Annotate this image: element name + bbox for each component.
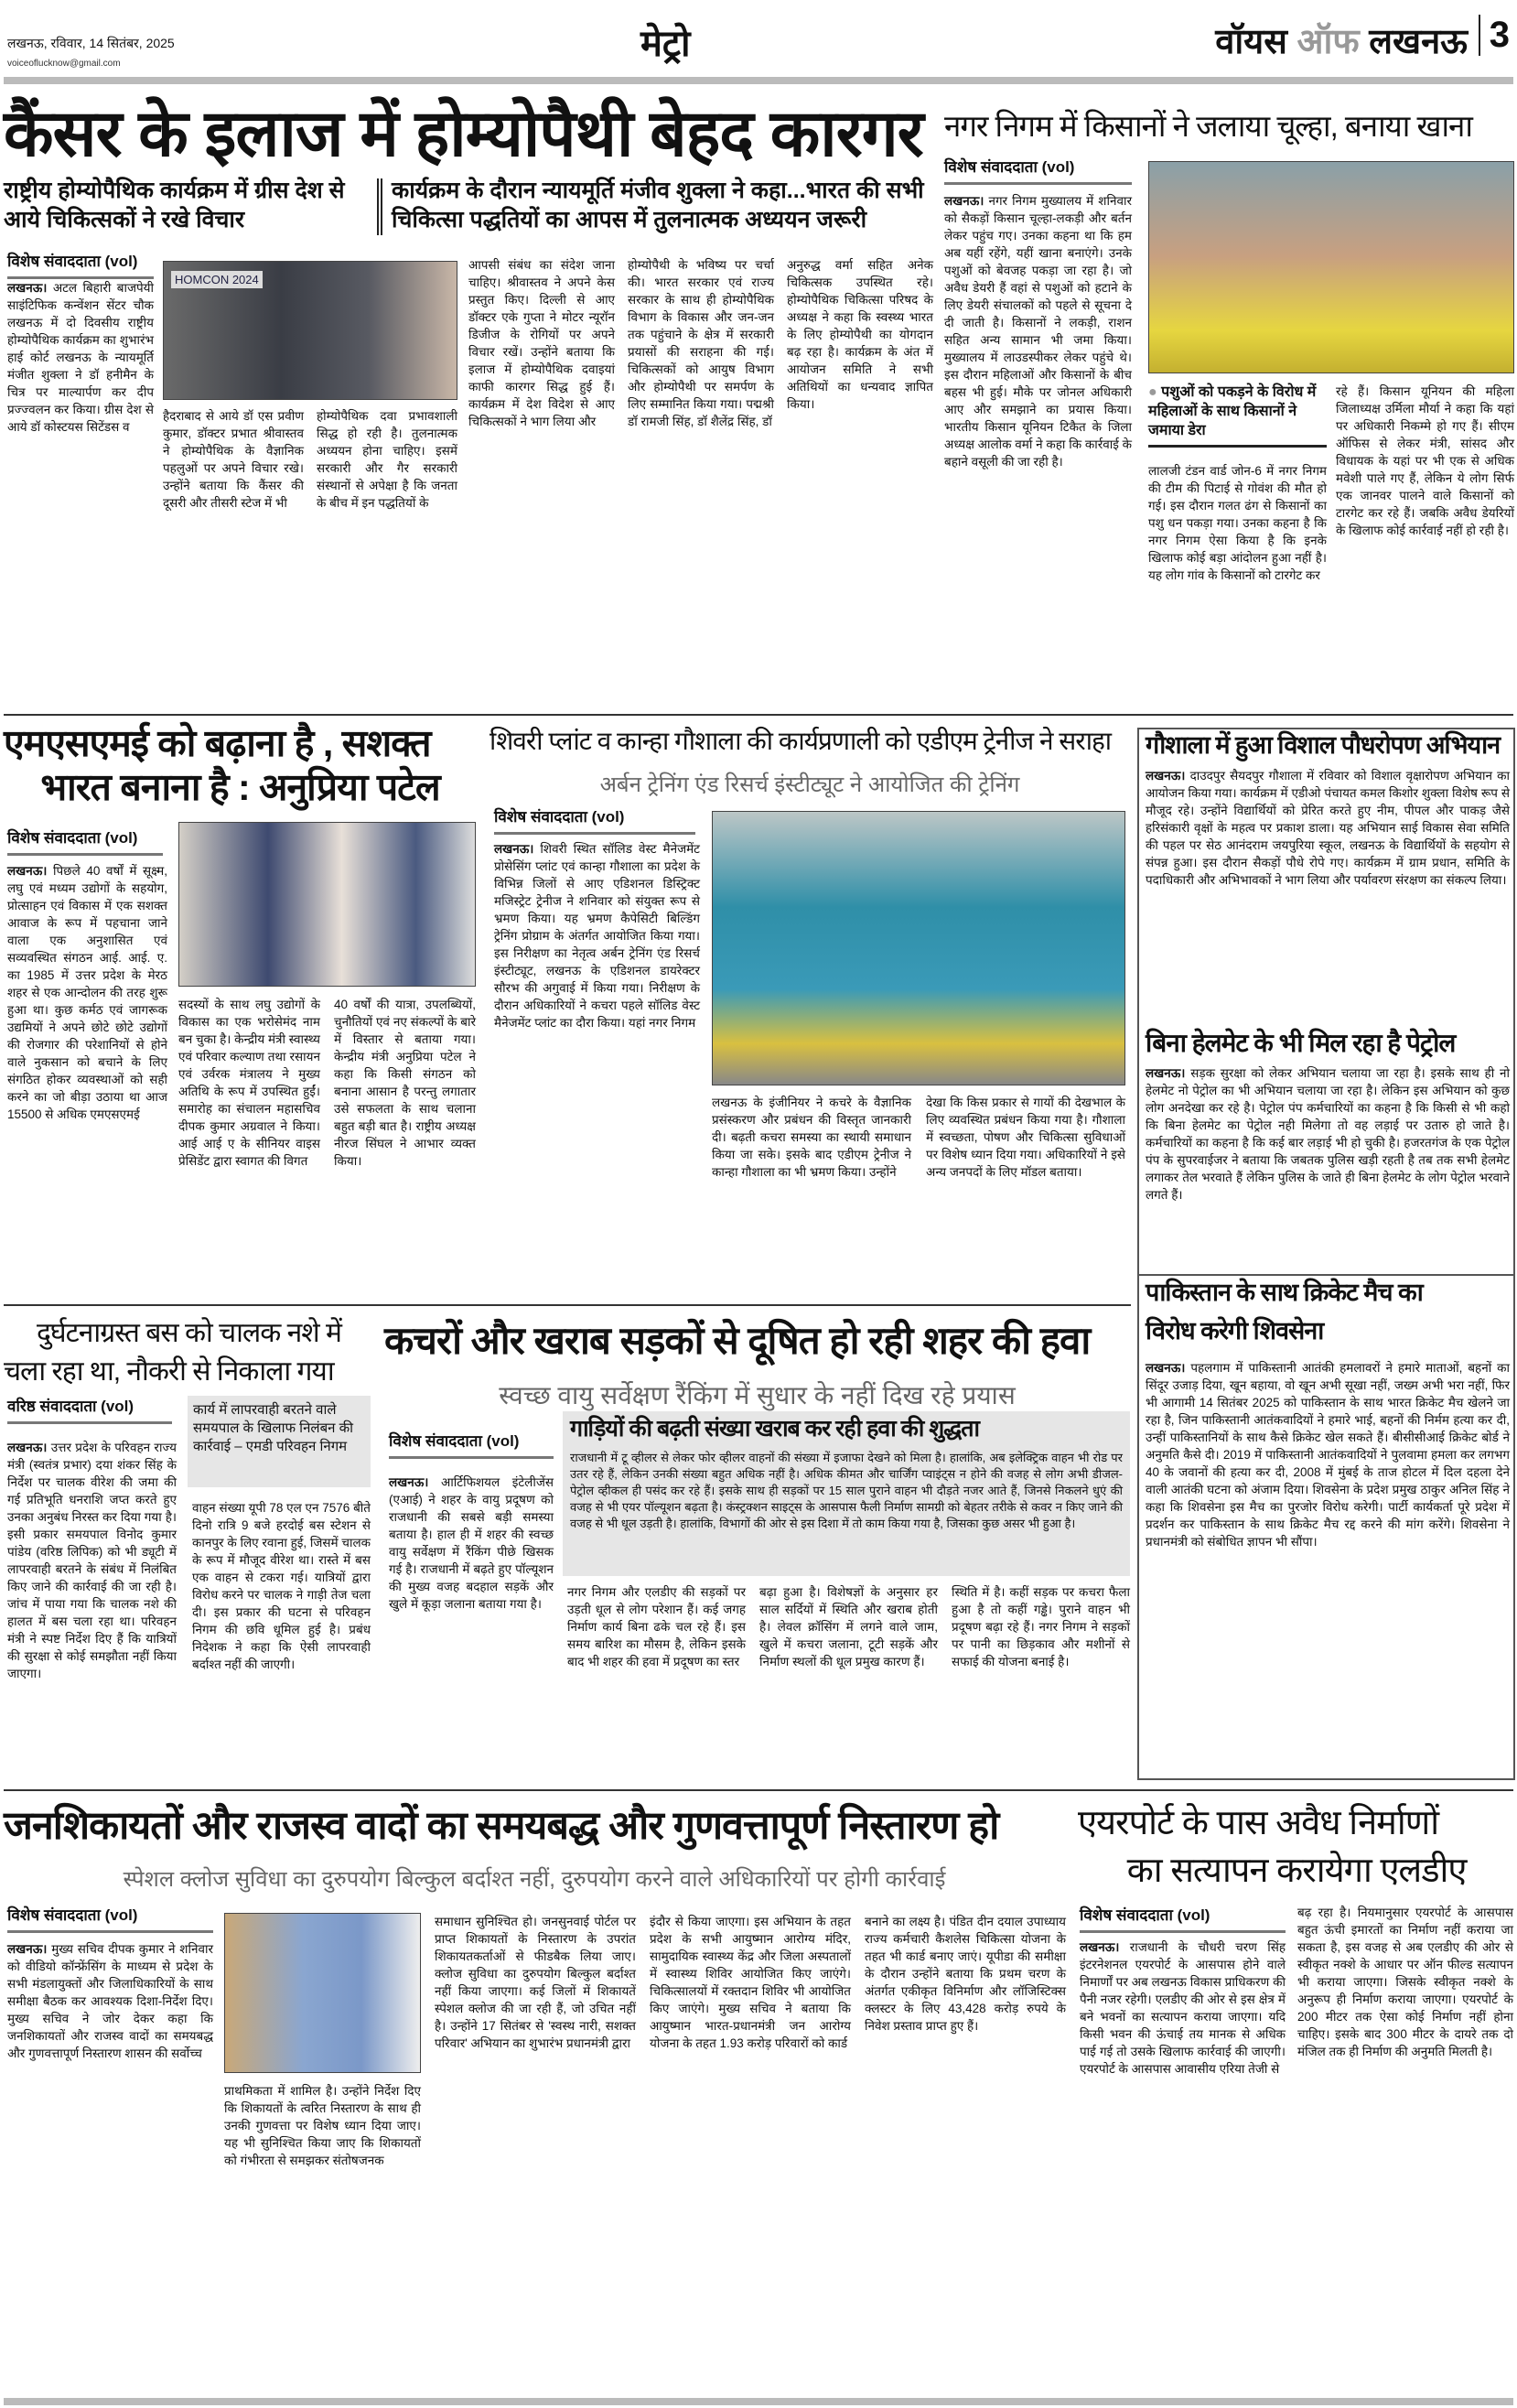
air-headline: कचरों और खराब सड़कों से दूषित हो रही शहर की हवा: [384, 1319, 1091, 1362]
grievance-body-col3: [435, 1913, 636, 2052]
air-body-col2: [567, 1583, 746, 1670]
msme-headline-2: भारत बनाना है : अनुप्रिया पटेल: [40, 766, 440, 808]
air-body-col4: [952, 1583, 1130, 1670]
homeopathy-body-col2: [163, 407, 304, 512]
article-text: सड़क सुरक्षा को लेकर अभियान चलाया जा रहा है। इसके साथ ही नो हेलमेट नो पेट्रोल का भी अभियान चलाया जा रहा है। लेकिन इस अभियान को कुछ लोग अनदेखा कर रहे है। पेट्रोल पंप कर्मचारियों का कहना है कि किसी से भी कहो कि बिना हेलमेट का पेट्रोल नही मिलेगा तो वह लड़ाई पर उतारु हो जाते है। कर्मचारियों का कहना है कि कई बार लड़ाई भी हो चुकी है। हजरतगंज के एक पेट्रोल पंप के सुपरवाईजर ने बताया कि जबतक पुलिस खड़ी रहती है तब तक सभी हेलमेट लगाकर तेल भरवाते हैं लेकिन पुलिस के जाते ही बिना हेलमेट के लोग पेट्रोल भरवाने लगते हैं।: [1146, 1066, 1510, 1202]
masthead-email: voiceoflucknow@gmail.com: [7, 59, 121, 69]
airport-body-col2: [1297, 1904, 1513, 2060]
air-body-col1: [389, 1474, 554, 1613]
pakistan-headline-1: पाकिस्तान के साथ क्रिकेट मैच का: [1146, 1279, 1423, 1306]
article-text-continued: इंदौर से किया जाएगा। इस अभियान के तहत प्रदेश के सभी आयुष्मान आरोग्य मंदिर, सामुदायिक स्वास्थ्य केंद्र और जिला अस्पतालों में स्वास्थ्य शिविर आयोजित किए जाएंगे। चिकित्सालयों में रक्तदान शिविर भी आयोजित किए जाएंगे। मुख्य सचिव ने बताया कि आयुष्मान भारत-प्रधानमंत्री जन आरोग्य योजना के तहत 1.93 करोड़ परिवारों को कार्ड: [650, 1915, 851, 2050]
farmers-photo: [1148, 161, 1514, 373]
pakistan-headline-2: विरोध करेगी शिवसेना: [1146, 1317, 1324, 1344]
article-text: शिवरी स्थित सॉलिड वेस्ट मैनेजमेंट प्रोसेसिंग प्लांट एवं कान्हा गौशाला का प्रदेश के विभिन्न जिलों से आए एडिशनल डिस्ट्रिक्ट मजिस्ट्रेट ट्रेनीज ने शनिवार को संयुक्त रूप से भ्रमण किया। यह भ्रमण कैपेसिटी बिल्डिंग ट्रेनिंग प्रोग्राम के अंतर्गत आयोजित किया गया। इस निरीक्षण का नेतृत्व अर्बन ट्रेनिंग एंड रिसर्च इंस्टीट्यूट, लखनऊ के एडिशनल डायरेक्टर सौरभ की अगुवाई में किया गया। निरीक्षण के दौरान अधिकारियों ने कचरा पहले सॉलिड वेस्ट मैनेजमेंट प्लांट का दौरा किया। यहां नगर निगम: [494, 842, 700, 1030]
farmers-body-col1: [944, 192, 1132, 470]
article-text-continued: हैदराबाद से आये डॉ एस प्रवीण कुमार, डॉक्टर प्रभात श्रीवास्तव ने होम्योपैथिक के वैज्ञानिक पहलुओं पर अपने विचार रखे। उन्होंने बताया कि कैंसर की दूसरी और तीसरी स्टेज में भी: [163, 409, 304, 510]
footer-rule: [4, 2398, 1513, 2405]
dateline: लखनऊ।: [1146, 769, 1186, 783]
homeopathy-sub-right: कार्यक्रम के दौरान न्यायमूर्ति मंजीव शुक्ला ने कहा...भारत की सभी चिकित्सा पद्धतियों का आपस में तुलनात्मक अध्ययन जरूरी: [392, 178, 924, 232]
row-divider: [4, 714, 1513, 716]
grievance-body-col2: [224, 2082, 421, 2169]
article-text-continued: 40 वर्षों की यात्रा, उपलब्धियों, चुनौतियों एवं नए संकल्पों के बारे में विस्तार से बताया गया। केन्द्रीय मंत्री अनुप्रिया पटेल ने कहा कि किसी संगठन को बनाना आसान है परन्तु लगातार उसे सफलता के साथ चलाना बहुत बड़ी बात है। राष्ट्रीय अध्यक्ष नीरज सिंघल ने आभार व्यक्त किया।: [334, 998, 476, 1168]
article-text: अटल बिहारी बाजपेयी साइंटिफिक कन्वेंशन सेंटर चौक लखनऊ में दो दिवसीय राष्ट्रीय होम्योपैथिक कार्यक्रम का शुभारंभ हाई कोर्ट लखनऊ के न्यायमूर्ति मंजीत शुक्ला ने डॉ हनीमैन के चित्र पर माल्यार्पण कर दीप प्रज्ज्वलन कर किया। ग्रीस देश से आये डॉ कोस्टयस सिटेंडस व: [7, 281, 154, 434]
byline: विशेष संवाददाता (vol): [389, 1430, 554, 1459]
bus-headline-1: दुर्घटनाग्रस्त बस को चालक नशे में: [37, 1318, 341, 1348]
dateline: लखनऊ।: [7, 864, 48, 878]
gaushala-body: [1146, 767, 1510, 889]
airport-headline-2: का सत्यापन करायेगा एलडीए: [1126, 1852, 1467, 1890]
article-text-continued: स्थिति में है। कहीं सड़क पर कचरा फैला हुआ है तो कहीं गड्ढे। पुराने वाहन भी प्रदूषण बढ़ा रहे हैं। नगर निगम ने सड़कों पर पानी का छिड़काव और मशीनों से सफाई की योजना बनाई है।: [952, 1585, 1130, 1668]
grievance-body-col4: [650, 1913, 851, 2052]
shivri-subheadline: अर्बन ट्रेनिंग एंड रिसर्च इंस्टीट्यूट ने आयोजित की ट्रेनिंग: [599, 772, 1020, 797]
byline: विशेष संवाददाता (vol): [7, 1904, 213, 1933]
bullet-icon: ●: [1148, 384, 1162, 400]
msme-headline-1: एमएसएमई को बढ़ाना है , सशक्त: [4, 722, 431, 764]
helmet-body: [1146, 1064, 1510, 1204]
grievance-subheadline: स्पेशल क्लोज सुविधा का दुरुपयोग बिल्कुल बर्दाश्त नहीं, दुरुपयोग करने वाले अधिकारियों पर होगी कार्रवाई: [123, 1867, 946, 1892]
article-text: आर्टिफिशयल इंटेलीजेंस (एआई) ने शहर के वायु प्रदूषण को राजधानी की सबसे बड़ी समस्या बताया है। हाल ही में शहर की स्वच्छ वायु सर्वेक्षण में रैंकिंग पीछे खिसक गई है। राजधानी में बढ़ते हुए पॉल्यूशन की मुख्य वजह बदहाल सड़कें और खुले में कूड़ा जलाना बताया गया है।: [389, 1475, 554, 1611]
dateline: लखनऊ।: [7, 1441, 48, 1454]
air-body-col3: [759, 1583, 938, 1670]
homeopathy-body-col6: [787, 256, 933, 413]
row-divider: [4, 1789, 1513, 1791]
vehicles-box-headline: गाड़ियों की बढ़ती संख्या खराब कर रही हवा की शुद्धता: [570, 1416, 979, 1442]
farmers-headline: नगर निगम में किसानों ने जलाया चूल्हा, बनाया खाना: [944, 109, 1472, 143]
masthead-date: लखनऊ, रविवार, 14 सितंबर, 2025: [7, 36, 175, 50]
byline: वरिष्ठ संवाददाता (vol): [7, 1395, 172, 1424]
dateline: लखनऊ।: [1080, 1940, 1120, 1954]
homeopathy-photo: [163, 261, 457, 400]
byline: विशेष संवाददाता (vol): [7, 826, 163, 856]
msme-photo: [178, 822, 476, 987]
article-text-continued: आपसी संबंध का संदेश जाना चाहिए। श्रीवास्तव ने अपने केस प्रस्तुत किए। दिल्ली से आए डॉक्टर एके गुप्ता ने मोटर न्यूरॉन डिजीज के रोगियों पर अपने विचार रखें। उन्होंने बताया कि इलाज में होम्योपैथिक दवाइयां काफी कारगर सिद्ध हुई हैं। कार्यक्रम में देश विदेश से आए चिकित्सकों ने भाग लिया और: [468, 258, 615, 428]
logo-word-1: वॉयस: [1215, 23, 1287, 61]
bus-body-col1: [7, 1439, 177, 1682]
bus-headline-2: चला रहा था, नौकरी से निकाला गया: [4, 1356, 334, 1387]
grievance-headline: जनशिकायतों और राजस्व वादों का समयबद्ध और गुणवत्तापूर्ण निस्तारण हो: [4, 1804, 999, 1848]
pakistan-body: [1146, 1359, 1510, 1550]
shivri-body-col2: [712, 1094, 911, 1181]
article-text: उत्तर प्रदेश के परिवहन राज्य मंत्री (स्वतंत्र प्रभार) दया शंकर सिंह के निर्देश पर चालक वीरेश की जमा की गई प्रतिभूति धनराशि जप्त करते हुए उनका अनुबंध निरस्त कर दिया गया है। इसी प्रकार समयपाल विनोद कुमार पांडेय (वरिष्ठ लिपिक) को भी ड्यूटी में लापरवाही बरतने के संबंध में निलंबित किए जाने की कार्रवाई की जा रही है। जांच में पाया गया कि चालक नशे की हालत में बस चला रहा था। परिवहन मंत्री ने स्पष्ट निर्देश दिए हैं कि यात्रियों की सुरक्षा से कोई समझौता नहीं किया जाएगा।: [7, 1441, 177, 1680]
vehicles-box-body: [570, 1450, 1123, 1532]
vehicles-box: [563, 1411, 1130, 1576]
chief-secretary-photo: [224, 1913, 421, 2073]
photo-banner-text: HOMCON 2024: [171, 271, 263, 288]
byline: विशेष संवाददाता (vol): [7, 250, 154, 279]
article-text: नगर निगम मुख्यालय में शनिवार को सैकड़ों किसान चूल्हा-लकड़ी और बर्तन लेकर पहुंच गए। उनका कहना था कि हम अब यहीं रहेंगे, यहीं खाना बनाएंगे। उनके पशुओं को बेवजह पकड़ा जा रहा है। जो अवैध डेयरी हैं वहां से पशुओं को हटाने के लिए डेयरी संचालकों को पहले से सूचना दे दी जाती है। किसानों ने लकड़ी, राशन सहित अन्य सामान भी जमा किया। मुख्यालय में लाउडस्पीकर लेकर पहुंचे थे। इस दौरान महिलाओं और किसानों के बीच बहस भी हुई। मौके पर जोनल अधिकारी आए और समझाने का प्रयास किया। भारतीय किसान यूनियन टिकैत के जिला अध्यक्ष आलोक वर्मा ने कहा कि कार्रवाई के बहाने वसूली की जा रही है।: [944, 194, 1132, 469]
homeopathy-headline: कैंसर के इलाज में होम्योपैथी बेहद कारगर: [4, 98, 923, 170]
homeopathy-sub-left: राष्ट्रीय होम्योपैथिक कार्यक्रम में ग्रीस देश से आये चिकित्सकों ने रखे विचार: [4, 178, 345, 232]
shivri-body-col3: [926, 1094, 1125, 1181]
airport-headline-1: एयरपोर्ट के पास अवैध निर्माणों: [1078, 1804, 1439, 1842]
farmers-photo-caption: [1148, 383, 1327, 448]
dateline: लखनऊ।: [7, 281, 48, 295]
homeopathy-body-col1: [7, 279, 154, 436]
article-text: पिछले 40 वर्षों में सूक्ष्म, लघु एवं मध्यम उद्योगों के सहयोग, प्रोत्साहन एवं विकास में एक सशक्त आवाज के रूप में पहचाना जाने वाला एक अनुशासित एवं सव्यवस्थित संगठन आई. आई. ए. का 1985 में उत्तर प्रदेश के मेरठ शहर से एक आन्दोलन की तरह शुरू हुआ था। कुछ कर्मठ एवं जागरूक उद्यमियों ने अपने छोटे छोटे उद्योगों की रोजगार की परेशानियों से होने वाले नुकसान को बचाने के लिए संगठित होकर व्यवस्थाओं को सही करने का जो बीड़ा उठाया था आज 15500 से अधिक एमएसएमई: [7, 864, 167, 1121]
byline: विशेष संवाददाता (vol): [494, 805, 695, 835]
article-text-continued: प्राथमिकता में शामिल है। उन्होंने निर्देश दिए कि शिकायतों के त्वरित निस्तारण के साथ ही उनकी गुणवत्ता पर विशेष ध्यान दिया जाए। यह भी सुनिश्चित किया जाए कि शिकायतों को गंभीरता से समझकर संतोषजनक: [224, 2084, 421, 2167]
caption-text: पशुओं को पकड़ने के विरोध में महिलाओं के साथ किसानों ने जमाया डेरा: [1148, 384, 1317, 438]
bus-sidebox: कार्य में लापरवाही बरतने वाले समयपाल के खिलाफ निलंबन की कार्रवाई – एमडी परिवहन निगम: [188, 1396, 371, 1487]
dateline: लखनऊ।: [1146, 1361, 1186, 1375]
article-text: राजधानी के चौधरी चरण सिंह इंटरनेशनल एयरपोर्ट के आसपास होने वाले निमार्णों पर अब लखनऊ विकास प्राधिकरण की पैनी नजर रहेगी। एलडीए की ओर से इस क्षेत्र में बने भवनों का सत्यापन कराया जाएगा। यदि किसी भवन की ऊंचाई तय मानक से अधिक पाई गई तो उसके खिलाफ कार्रवाई की जाएगी। एयरपोर्ट के आसपास आवासीय एरिया तेजी से: [1080, 1940, 1286, 2076]
article-text-continued: नगर निगम और एलडीए की सड़कों पर उड़ती धूल से लोग परेशान हैं। कई जगह निर्माण कार्य बिना ढके चल रहे हैं। इस समय बारिश का मौसम है, लेकिन इसके बाद भी शहर की हवा में प्रदूषण का स्तर: [567, 1585, 746, 1668]
article-text: वाहन संख्या यूपी 78 एल एन 7576 बीते दिनो रात्रि 9 बजे हरदोई बस स्टेशन से कानपुर के लिए रवाना हुई, जिसमें चालक के रूप में मौजूद वीरेश था। रास्ते में बस एक वाहन से टकरा गई। यात्रियों द्वारा विरोध करने पर चालक ने गाड़ी तेज चला दी। इस प्रकार की घटना से परिवहन निगम की छवि धूमिल हुई है। प्रबंध निदेशक ने कहा कि ऐसी लापरवाही बर्दाश्त नहीं की जाएगी।: [192, 1501, 371, 1671]
msme-body-col1: [7, 862, 167, 1123]
grievance-body-col5: [865, 1913, 1066, 2035]
article-text-continued: रहे हैं। किसान यूनियन की महिला जिलाध्यक्ष उर्मिला मौर्या ने कहा कि यहां पर अधिकारी निकम्मे हो गए हैं। सीएम ऑफिस से लेकर मंत्री, सांसद और विधायक के यहां पर भी एक से अधिक मवेशी पाले गए हैं, लेकिन ये लोग सिर्फ एक जानवर पालने वाले किसानों को टारगेट कर रहे हैं। जबकि अवैध डेयरियों के खिलाफ कोई कार्रवाई नहीं हो रही है।: [1336, 384, 1514, 537]
article-text-continued: देखा कि किस प्रकार से गायों की देखभाल के लिए व्यवस्थित प्रबंधन किया गया है। गौशाला में स्वच्छता, पोषण और चिकित्सा सुविधाओं पर विशेष ध्यान दिया गया। अधिकारियों ने इसे अन्य जनपदों के लिए मॉडल बताया।: [926, 1096, 1125, 1179]
article-text: दाउदपुर सैयदपुर गौशाला में रविवार को विशाल वृक्षारोपण अभियान का आयोजन किया गया। कार्यक्रम में एडीओ पंचायत कमल किशोर शुक्ला विशेष रूप से मौजूद रहे। उन्होंने विद्यार्थियों को प्रेरित करते हुए नीम, पीपल और पाकड़ जैसे हरिसंकारी वृक्षों के महत्व पर प्रकाश डाला। यह अभियान साई विकास सेवा समिति की पहल पर सेठ आनंदराम जयपुरिया स्कूल, लखनऊ के विद्यार्थियों के सहयोग से संपन्न हुआ। इस दौरान सैकड़ों पौधे रोपे गए। कार्यक्रम में ग्राम प्रधान, समिति के पदाधिकारी और अभिभावकों ने भाग लिया और पर्यावरण संरक्षण का संकल्प लिया।: [1146, 769, 1510, 887]
masthead-rule: [4, 77, 1513, 84]
helmet-headline: बिना हेलमेट के भी मिल रहा है पेट्रोल: [1146, 1029, 1456, 1057]
homeopathy-body-col3: [317, 407, 457, 512]
row-divider: [4, 1304, 1131, 1306]
article-text: राजधानी में टू व्हीलर से लेकर फोर व्हीलर वाहनों की संख्या में इजाफा देखने को मिला है। हालांकि, अब इलेक्ट्रिक वाहन भी रोड पर उतर रहे हैं, लेकिन उनकी संख्या बहुत अधिक नहीं है। अधिक कीमत और चार्जिंग प्वाइंट्स न होने की वजह से लोग अभी डीजल-पेट्रोल व्हीकल ही पसंद कर रहे हैं। इसके साथ ही सड़कों पर 15 साल पुराने वाहन भी दौड़ते नजर आते हैं, जिनसे निकलने धुएं की वजह से भी एयर पॉल्यूशन बढ़ता है। कंस्ट्रक्शन साइट्स के आसपास फैली निर्माण सामग्री को बेहतर तरीके से कवर न किए जाने की वजह से भी धूल उड़ती है। हालांकि, विभागों की ओर से इस दिशा में तो काम किया गया है, जिसका कुछ असर भी हुआ है।: [570, 1451, 1123, 1530]
farmers-body-col3: [1336, 383, 1514, 539]
air-subheadline: स्वच्छ वायु सर्वेक्षण रैंकिंग में सुधार के नहीं दिख रहे प्रयास: [499, 1381, 1016, 1409]
article-text-continued: बनाने का लक्ष्य है। पंडित दीन दयाल उपाध्याय राज्य कर्मचारी कैशलेस चिकित्सा योजना के तहत भी कार्ड बनाए जाएं। यूपीडा की समीक्षा के दौरान उन्होंने बताया कि प्रथम चरण के अंतर्गत एकीकृत विनिर्माण और लॉजिस्टिक्स क्लस्टर के लिए 43,428 करोड़ रुपये के निवेश प्रस्ताव प्राप्त हुए हैं।: [865, 1915, 1066, 2033]
grievance-body-col1: [7, 1940, 213, 2062]
article-text-continued: अनुरुद्ध वर्मा सहित अनेक चिकित्सक उपस्थित रहे। होम्योपैथिक चिकित्सा परिषद के अध्यक्ष ने कहा कि स्वस्थ्य भारत के लिए होम्योपैथी का योगदान बढ़ रहा है। कार्यक्रम के अंत में आयोजन समिति ने सभी अतिथियों का धन्यवाद ज्ञापित किया।: [787, 258, 933, 411]
article-text-continued: होम्योपैथिक दवा प्रभावशाली सिद्ध हो रही है। तुलनात्मक अध्ययन होना चाहिए। इसमें सरकारी और गैर सरकारी संस्थानों से अपेक्षा है कि जनता के बीच में इन पद्धतियों के: [317, 409, 457, 510]
dateline: लखनऊ।: [494, 842, 534, 856]
homeopathy-body-col5: [628, 256, 774, 430]
dateline: लखनऊ।: [389, 1475, 429, 1489]
article-text: पहलगाम में पाकिस्तानी आतंकी हमलावरों ने हमारे माताओं, बहनों का सिंदूर उजाड़ दिया, खून बहाया, वो खून अभी सूखा नहीं, जख्म अभी भरा नहीं, फिर भी आगामी 14 सितंबर 2025 को पाकिस्तान के साथ भारत क्रिकेट मैच खेलने जा रहा है, जिन पाकिस्तानी आतंकवादियों ने हमारे भाई, बहनों की निर्मम हत्या कर दी, उन्हीं पाकिस्तानियों के साथ कैसे क्रिकेट खेल सकते हैं। बीसीसीआई क्रिकेट बोर्ड ने अनुमति कैसे दी। 2019 में पाकिस्तानी आतंकवादियों ने पुलवामा हमला कर लगभग 40 के जवानों की हत्या कर दी, 2008 में मुंबई के ताज होटल में दिल दहला देने वाली आतंकी घटना को अंजाम दिया। शिवसेना के प्रदेश प्रमुख ठाकुर अनिल सिंह ने कहा कि शिवसेना इस मैच का पुरजोर विरोध करेगी। पार्टी कार्यकर्ता पूरे प्रदेश में प्रदर्शन कर पाकिस्तान के साथ क्रिकेट मैच रद्द करने की मांग करेंगे। शिवसेना ने प्रधानमंत्री को संबोधित ज्ञापन भी सौंपा।: [1146, 1361, 1510, 1549]
homeopathy-body-col4: [468, 256, 615, 430]
article-text-continued: समाधान सुनिश्चित हो। जनसुनवाई पोर्टल पर प्राप्त शिकायतों के निस्तारण के उपरांत शिकायतकर्ताओं से फीडबैक लिया जाए। क्लोज सुविधा का दुरुपयोग बिल्कुल बर्दाश्त नहीं किया जाएगा। कई जिलों में शिकायतें स्पेशल क्लोज की जा रही हैं, जो उचित नहीं है। उन्होंने 17 सितंबर से 'स्वस्थ नारी, सशक्त परिवार' अभियान का शुभारंभ प्रधानमंत्री द्वारा: [435, 1915, 636, 2050]
farmers-body-col2: [1148, 462, 1327, 584]
divider: [377, 178, 382, 235]
dateline: लखनऊ।: [944, 194, 984, 208]
article-text-continued: सदस्यों के साथ लघु उद्योगों के विकास का एक भरोसेमंद नाम बन चुका है। केन्द्रीय मंत्री स्वास्थ्य एवं परिवार कल्याण तथा रसायन एवं उर्वरक मंत्रालय ने मुख्य अतिथि के रूप में उपस्थित हुईं। समारोह का संचालन महासचिव दीपक कुमार अग्रवाल ने किया। आई आई ए के सीनियर वाइस प्रेसिडेंट द्वारा स्वागत की विगत: [178, 998, 321, 1168]
airport-body-col1: [1080, 1938, 1286, 2078]
article-text-continued: बढ़ा हुआ है। विशेषज्ञों के अनुसार हर साल सर्दियों में स्थिति और खराब होती है। लेवल क्रॉसिंग में लगने वाले जाम, खुले में कचरा जलाना, टूटी सड़कें और निर्माण स्थलों की धूल प्रमुख कारण हैं।: [759, 1585, 938, 1668]
article-text: लालजी टंडन वार्ड जोन-6 में नगर निगम की टीम की पिटाई से गोवंश की मौत हो गई। इस दौरान गलत ढंग से किसानों का पशु धन पकड़ा गया। उनका कहना है कि नगर निगम ऐसा किया है कि इनके खिलाफ कोई बड़ा आंदोलन हुआ नहीं है। यह लोग गांव के किसानों को टारगेट कर: [1148, 464, 1327, 582]
byline: विशेष संवाददाता (vol): [944, 156, 1132, 185]
article-text-continued: बढ़ रहा है। नियमानुसार एयरपोर्ट के आसपास बहुत ऊंची इमारतों का निर्माण नहीं कराया जा सकता है, इस वजह से अब एलडीए की ओर से स्वीकृत नक्शे के आधार पर ऑन फील्ड सत्यापन भी कराया जाएगा। जिसके स्वीकृत नक्शे के अनुरूप ही निर्माण कराया जाएगा। एयरपोर्ट के 200 मीटर तक ऐसा कोई निर्माण नहीं होना चाहिए। इसके बाद 300 मीटर के दायरे तक दो मंजिल तक ही निर्माण की अनुमति मिलती है।: [1297, 1906, 1513, 2058]
dateline: लखनऊ।: [7, 1942, 48, 1956]
msme-body-col2: [178, 996, 320, 1170]
shivri-body-col1: [494, 840, 700, 1031]
logo-word-2: ऑफ: [1296, 23, 1360, 61]
gaushala-headline: गौशाला में हुआ विशाल पौधरोपण अभियान: [1146, 731, 1501, 759]
shivri-photo: [712, 811, 1125, 1085]
dateline: लखनऊ।: [1146, 1066, 1186, 1080]
section-title: मेट्रो: [640, 24, 691, 64]
logo-word-3: लखनऊ: [1369, 23, 1468, 61]
page-number: 3: [1479, 15, 1510, 56]
bus-body-col2: [192, 1499, 371, 1673]
msme-body-col3: [334, 996, 476, 1170]
article-text: मुख्य सचिव दीपक कुमार ने शनिवार को वीडियो कॉन्फ्रेंसिंग के माध्यम से प्रदेश के सभी मंडलायुक्तों और जिलाधिकारियों के साथ समीक्षा बैठक कर आवश्यक दिशा-निर्देश दिए। मुख्य सचिव ने जोर देकर कहा कि जनशिकायतों और राजस्व वादों का समयबद्ध और गुणवत्तापूर्ण निस्तारण शासन की सर्वोच्च: [7, 1942, 213, 2060]
byline: विशेष संवाददाता (vol): [1080, 1904, 1286, 1933]
shivri-headline: शिवरी प्लांट व कान्हा गौशाला की कार्यप्रणाली को एडीएम ट्रेनीज ने सराहा: [490, 727, 1112, 755]
paper-logo: [1215, 16, 1468, 64]
article-text-continued: लखनऊ के इंजीनियर ने कचरे के वैज्ञानिक प्रसंस्करण और प्रबंधन की विस्तृत जानकारी दी। बढ़ती कचरा समस्या का स्थायी समाधान किया जा सके। इसके बाद एडीएम ट्रेनीज ने कान्हा गौशाला का भी भ्रमण किया। उन्होंने: [712, 1096, 911, 1179]
article-text-continued: होम्योपैथी के भविष्य पर चर्चा की। भारत सरकार एवं राज्य सरकार के साथ ही होम्योपैथिक विभाग के विकास और जन-जन तक पहुंचाने के क्षेत्र में सरकारी प्रयासों की सराहना की गई। चिकित्सकों को आयुष विभाग और होम्योपैथी पर समर्पण के लिए सम्मानित किया गया। पद्मश्री डॉ रामजी सिंह, डॉ शैलेंद्र सिंह, डॉ: [628, 258, 774, 428]
box-divider: [1137, 1274, 1515, 1276]
